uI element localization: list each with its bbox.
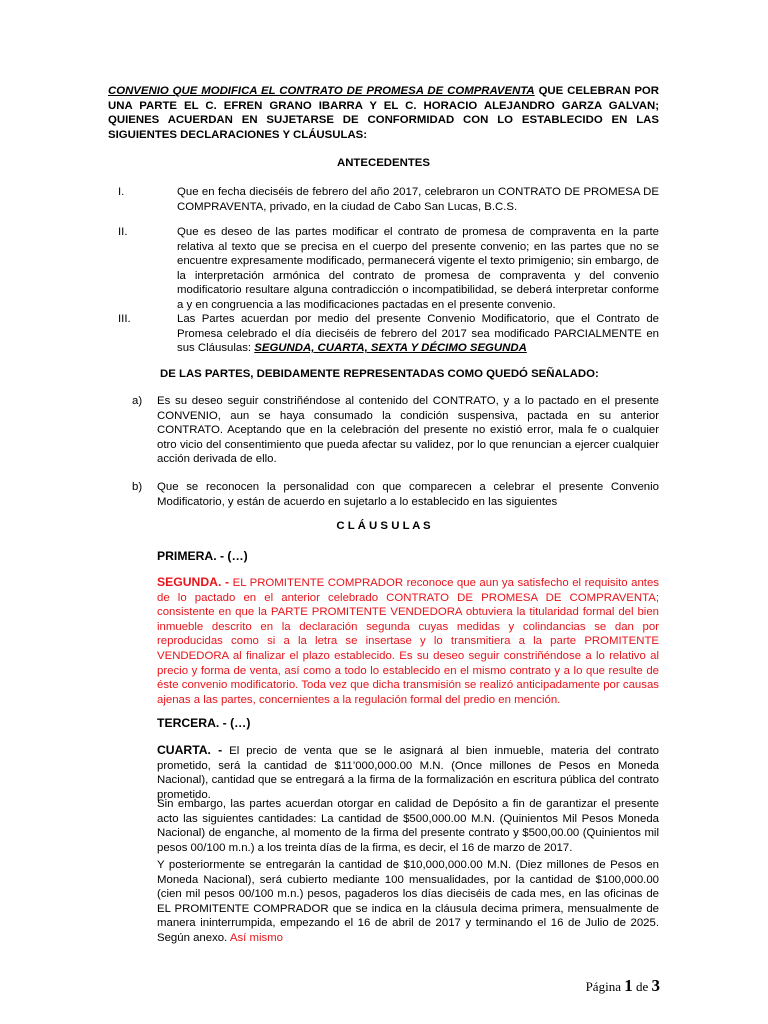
- antecedente-text-1: Que en fecha dieciséis de febrero del año 2017, celebraron un CONTRATO DE PROMESA DE COMPRAVENTA, privado, en la ciudad de Cabo San Lucas, B.C.S.: [177, 186, 659, 213]
- clausula-cuarta-label: CUARTA. -: [157, 743, 223, 757]
- antecedente-num-3: III.: [118, 313, 131, 325]
- antecedente-text-2: Que es deseo de las partes modificar el contrato de promesa de compraventa en la parte relativa al texto que se precisa en el cuerpo del presente convenio; en las partes que no se encuentre expresamente modificado, permanecerá vigente el texto primigenio; sin embargo, de la interpretación armónica del contrato de promesa de compraventa y del convenio modificatorio resultare alguna contradicción o incompatibilidad, se deberá interpretar conforme a y en congruencia a las modificaciones pactadas en el presente convenio.: [177, 226, 659, 311]
- document-title: [108, 84, 659, 142]
- clausula-cuarta-paragraph-3: [157, 858, 659, 946]
- title-parties: QUE CELEBRAN POR UNA PARTE EL C. EFREN GRANO IBARRA Y EL C. HORACIO ALEJANDRO GARZA GALVAN; QUIENES ACUERDAN EN SUJETARSE DE CONFORMIDAD CON LO ESTABLECIDO EN LAS SIGUIENTES DECLARACIONES Y CLÁUSULAS:: [108, 85, 659, 141]
- footer-page-total: 3: [651, 976, 660, 995]
- antecedente-num-1: I.: [118, 186, 125, 198]
- clausula-cuarta: [157, 743, 659, 802]
- clausula-cuarta-text: El precio de venta que se le asignará al bien inmueble, materia del contrato prometido, será la cantidad de $11’000,000.00 M.N. (Once millones de Pesos en Moneda Nacional), cantidad que se entregará a la firma de la formalización en escritura pública del contrato prometido.: [157, 745, 659, 801]
- partes-num-b: b): [132, 481, 143, 493]
- footer-page-number: 1: [624, 976, 633, 995]
- clausula-segunda: [157, 575, 659, 707]
- page-footer: [585, 976, 660, 995]
- clausulas-heading: C L Á U S U L A S: [336, 520, 431, 532]
- antecedente-num-2: II.: [118, 226, 128, 238]
- footer-of-word: de: [635, 979, 649, 994]
- antecedentes-heading: ANTECEDENTES: [336, 157, 431, 169]
- partes-text-b: Que se reconocen la personalidad con que comparecen a celebrar el presente Convenio Modificatorio, y están de acuerdo en sujetarlo a lo establecido en las siguientes: [157, 481, 659, 508]
- partes-text-a: Es su deseo seguir constriñéndose al contenido del CONTRATO, y a lo pactado en el presente CONVENIO, aun se haya consumado la condición suspensiva, pactada en su anterior CONTRATO. Aceptando que en la celebración del presente no existió error, mala fe o cualquier otro vicio del consentimiento que pueda afectar su validez, por lo que renuncian a ejercer cualquier acción derivada de ello.: [157, 395, 659, 466]
- clausula-cuarta-p3-continuation: Así mismo: [227, 931, 284, 944]
- clausula-segunda-text: EL PROMITENTE COMPRADOR reconoce que aun ya satisfecho el requisito antes de lo pactado en el anterior celebrado CONTRATO DE PROMESA DE COMPRAVENTA; consistente en que la PARTE PROMITENTE VENDEDORA obtuviera la titularidad formal del bien inmueble descrito en la declaración segunda cuyas medidas y colindancias se dan por reproducidas como si a la letra se insertase y lo transmitiera a la parte PROMITENTE VENDEDORA al finalizar el plazo establecido. Es su deseo seguir constriñéndose a lo relativo al precio y forma de venta, así como a todo lo establecido en el mismo contrato y a lo que resulte de éste convenio modificatorio. Toda vez que dicha transmisión se realizó anticipadamente por causas ajenas a las partes, concernientes a la regulación formal del predio en mención.: [157, 577, 659, 706]
- clausula-cuarta-p3-text: Y posteriormente se entregarán la cantidad de $10,000,000.00 M.N. (Diez millones de Pesos en Moneda Nacional), será cubierto mediante 100 mensualidades, por la cantidad de $100,000.00 (cien mil pesos 00/100 m.n.) pesos, pagaderos los días dieciséis de cada mes, en las oficinas de EL PROMITENTE COMPRADOR que se indica en la cláusula decima primera, mensualmente de manera ininterrumpida, empezando el 16 de abril de 2017 y terminando el 16 de Julio de 2025. Según anexo.: [157, 859, 659, 944]
- clausula-primera: PRIMERA. - (…): [157, 549, 248, 563]
- antecedente-text-3: [177, 312, 659, 356]
- footer-page-word: Página: [585, 979, 621, 994]
- antecedente-text-3-body: Las Partes acuerdan por medio del presente Convenio Modificatorio, que el Contrato de Promesa celebrado el día dieciséis de febrero del 2017 sea modificado PARCIALMENTE en sus Cláusulas:: [177, 313, 659, 355]
- partes-heading: DE LAS PARTES, DEBIDAMENTE REPRESENTADAS COMO QUEDÓ SEÑALADO:: [160, 368, 599, 380]
- partes-num-a: a): [132, 395, 143, 407]
- title-contract-name: CONVENIO QUE MODIFICA EL CONTRATO DE PROMESA DE COMPRAVENTA: [108, 85, 535, 97]
- clausula-segunda-label: SEGUNDA. -: [157, 575, 230, 589]
- modified-clauses: SEGUNDA, CUARTA, SEXTA Y DÉCIMO SEGUNDA: [254, 342, 527, 355]
- clausula-tercera: TERCERA. - (…): [157, 716, 251, 730]
- clausula-cuarta-paragraph-2: Sin embargo, las partes acuerdan otorgar en calidad de Depósito a fin de garantizar el presente acto las siguientes cantidades: La cantidad de $500,000.00 M.N. (Quinientos Mil Pesos Moneda Nacional) de enganche, al momento de la firma del presente contrato y $500,00.00 (Quinientos mil pesos 00/100 m.n.) a los treinta días de la firma, es decir, el 16 de marzo de 2017.: [157, 798, 659, 854]
